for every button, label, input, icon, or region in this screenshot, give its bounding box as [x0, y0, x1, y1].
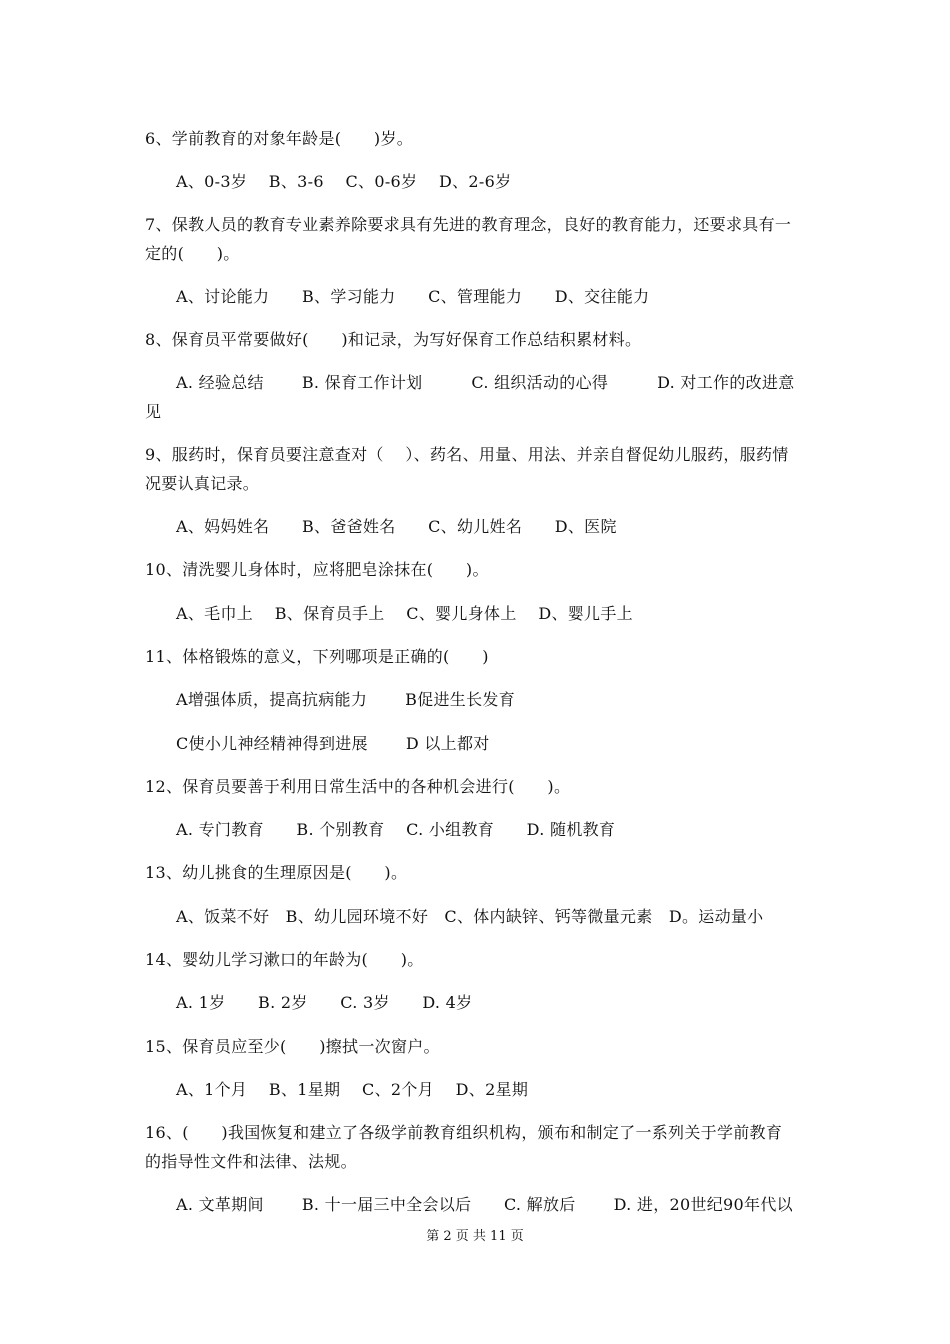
question-11-options-line-2: C使小儿神经精神得到进展 D 以上都对	[176, 734, 490, 753]
question-7-options: A、讨论能力 B、学习能力 C、管理能力 D、交往能力	[176, 287, 650, 306]
question-8-options-line-1: A. 经验总结 B. 保育工作计划 C. 组织活动的心得 D. 对工作的改进意	[176, 373, 795, 392]
question-14-stem: 14、婴幼儿学习漱口的年龄为( )。	[145, 950, 424, 969]
question-11-stem: 11、体格锻炼的意义，下列哪项是正确的( )	[145, 647, 489, 666]
question-10-options: A、毛巾上 B、保育员手上 C、婴儿身体上 D、婴儿手上	[176, 604, 633, 623]
question-10-stem: 10、清洗婴儿身体时，应将肥皂涂抹在( )。	[145, 560, 489, 579]
question-8-options-line-2: 见	[145, 402, 162, 421]
question-6-options: A、0-3岁 B、3-6 C、0-6岁 D、2-6岁	[176, 172, 512, 191]
question-9-options: A、妈妈姓名 B、爸爸姓名 C、幼儿姓名 D、医院	[176, 517, 617, 536]
question-7-stem-line-2: 定的( )。	[145, 244, 240, 263]
question-12-stem: 12、保育员要善于利用日常生活中的各种机会进行( )。	[145, 777, 571, 796]
question-13-stem: 13、幼儿挑食的生理原因是( )。	[145, 863, 408, 882]
page-number-footer: 第 2 页 共 11 页	[426, 1229, 524, 1244]
question-16-stem-line-2: 的指导性文件和法律、法规。	[145, 1152, 357, 1171]
question-9-stem-line-1: 9、服药时，保育员要注意查对（ ）、药名、用量、用法、并亲自督促幼儿服药，服药情	[145, 445, 789, 464]
question-12-options: A. 专门教育 B. 个别教育 C. 小组教育 D. 随机教育	[176, 820, 616, 839]
question-7-stem-line-1: 7、保教人员的教育专业素养除要求具有先进的教育理念，良好的教育能力，还要求具有一	[145, 215, 792, 234]
question-15-stem: 15、保育员应至少( )擦拭一次窗户。	[145, 1037, 440, 1056]
question-14-options: A. 1岁 B. 2岁 C. 3岁 D. 4岁	[176, 993, 473, 1012]
question-16-options: A. 文革期间 B. 十一届三中全会以后 C. 解放后 D. 进，20世纪90年代以	[176, 1195, 793, 1214]
question-15-options: A、1个月 B、1星期 C、2个月 D、2星期	[176, 1080, 529, 1099]
question-6-stem: 6、学前教育的对象年龄是( )岁。	[145, 129, 414, 148]
question-16-stem-line-1: 16、( )我国恢复和建立了各级学前教育组织机构，颁布和制定了一系列关于学前教育	[145, 1123, 783, 1142]
question-11-options-line-1: A增强体质，提高抗病能力 B促进生长发育	[176, 690, 515, 709]
question-9-stem-line-2: 况要认真记录。	[145, 474, 260, 493]
question-8-stem: 8、保育员平常要做好( )和记录，为写好保育工作总结积累材料。	[145, 330, 642, 349]
question-13-options: A、饭菜不好 B、幼儿园环境不好 C、体内缺锌、钙等微量元素 D。运动量小	[176, 907, 764, 926]
